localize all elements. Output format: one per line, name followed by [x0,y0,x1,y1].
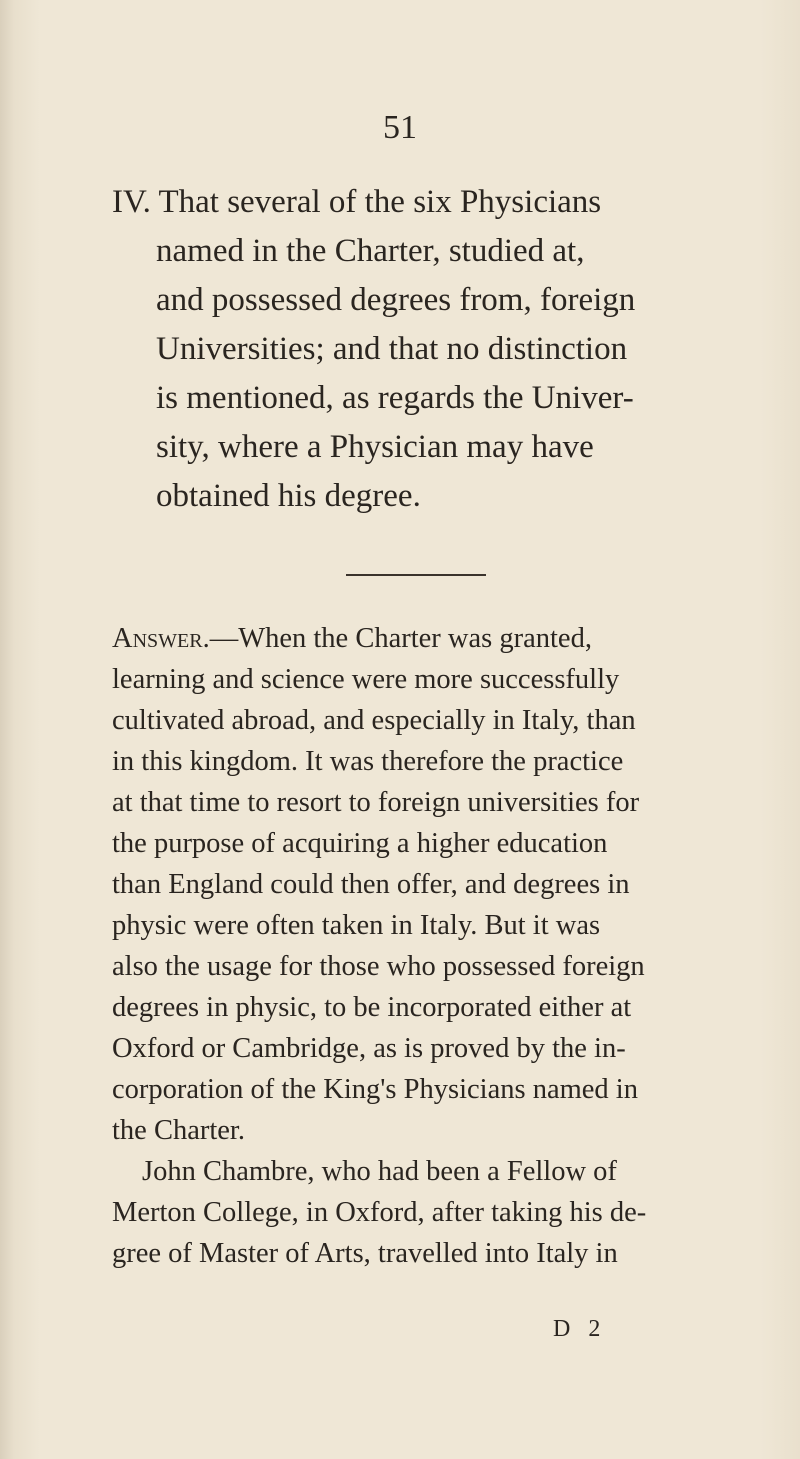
paragraph-line: Merton College, in Oxford, after taking his de- [112,1197,647,1228]
paragraph-line: John Chambre, who had been a Fellow of [142,1156,617,1187]
heading-line: named in the Charter, studied at, [156,233,585,269]
answer-line: the purpose of acquiring a higher education [112,828,608,859]
signature-mark: D 2 [553,1316,607,1342]
heading-line: and possessed degrees from, foreign [156,282,636,318]
page-number: 51 [383,109,417,146]
answer-line: also the usage for those who possessed foreign [112,951,645,982]
heading-line: sity, where a Physician may have [156,429,594,465]
answer-line: in this kingdom. It was therefore the practice [112,746,624,777]
heading-line: IV. That several of the six Physicians [112,184,602,220]
heading-line: obtained his degree. [156,478,421,514]
paragraph-line: gree of Master of Arts, travelled into Italy in [112,1238,618,1269]
answer-line: degrees in physic, to be incorporated either at [112,992,632,1023]
answer-line: cultivated abroad, and especially in Italy, than [112,705,636,736]
answer-line: than England could then offer, and degrees in [112,869,630,900]
answer-body [112,618,772,1274]
answer-line: Oxford or Cambridge, as is proved by the in- [112,1033,626,1064]
section-divider [346,574,486,576]
section-heading [112,178,752,521]
answer-line: at that time to resort to foreign universities for [112,787,640,818]
heading-line: Universities; and that no distinction [156,331,628,367]
heading-line: is mentioned, as regards the Univer- [156,380,634,416]
answer-first-line [112,618,772,659]
answer-line: the Charter. [112,1115,245,1146]
answer-line: corporation of the King's Physicians named in [112,1074,638,1105]
answer-label: Answer. [112,623,210,654]
answer-line: learning and science were more successfully [112,664,620,695]
answer-first-line-rest: —When the Charter was granted, [209,623,592,654]
answer-line: physic were often taken in Italy. But it was [112,910,601,941]
